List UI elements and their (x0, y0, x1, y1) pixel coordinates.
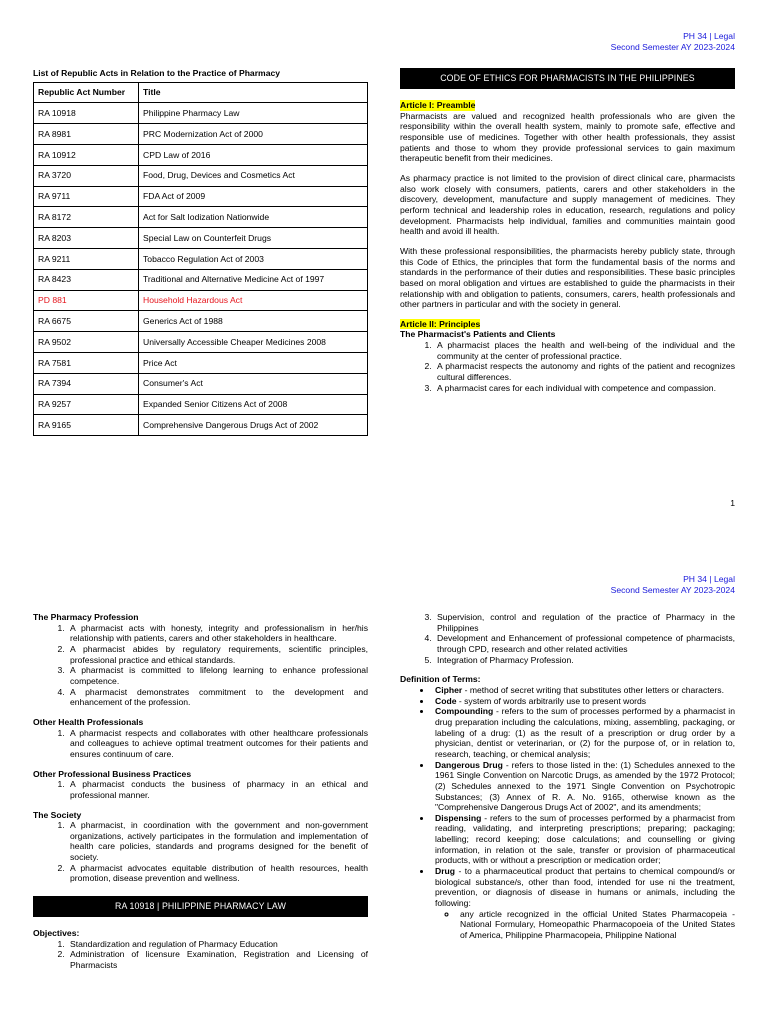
table-row (34, 373, 368, 394)
cell-act-number: RA 9502 (34, 332, 139, 353)
definition-text: - refers to the sum of processes performed by a pharmacist from reading, validating, and interpreting prescriptions; preparing; packaging; labelling; record keeping; dose calculations; and counselling or giving information, in relation ot the sale, transfer or provision of pharmaceutical products, with or without a prescription or medication order; (435, 812, 735, 866)
list-item: 1. A pharmacist places the health and well-being of the individual and the community at the center of professional practice. (434, 340, 735, 361)
preamble-paragraph-3: With these professional responsibilities, the pharmacists hereby publicly state, through this Code of Ethics, the principles that form the fundamental basis of the norms and standards in the performance of their duties and responsibilities. These basic principles based on moral obligation and virtues are established to guide the pharmacists in their relationship with and obligation to patients, consumers, carers, health professionals and other partners in particular and with the society in general. (400, 245, 735, 310)
business-list (67, 779, 368, 800)
definition-term: Compounding (435, 706, 494, 717)
objectives-heading: Objectives: (33, 928, 80, 939)
cell-act-number: RA 7581 (34, 353, 139, 374)
cell-act-title: Generics Act of 1988 (139, 311, 368, 332)
list-item: 1. A pharmacist, in coordination with the government and non-government organizations, actively participates in the formulation and implementation of health care policies, standards and programs designed for the benefit of society. (67, 820, 368, 863)
cell-act-number: RA 10912 (34, 145, 139, 166)
cell-act-number: RA 9257 (34, 394, 139, 415)
business-heading: Other Professional Business Practices (33, 768, 192, 779)
cell-act-title: Traditional and Alternative Medicine Act of 1997 (139, 269, 368, 290)
definition-term: Drug (435, 866, 456, 877)
cell-act-number: RA 9165 (34, 415, 139, 436)
society-heading: The Society (33, 809, 82, 820)
table-header-row (34, 82, 368, 103)
table-row (34, 165, 368, 186)
table-row (34, 269, 368, 290)
drug-sublist (457, 909, 735, 941)
list-item: 3. A pharmacist is committed to lifelong learning to enhance professional competence. (67, 665, 368, 686)
list-item: 1. A pharmacist conducts the business of pharmacy in an ethical and professional manner. (67, 779, 368, 800)
table-row (34, 353, 368, 374)
definition-item (432, 685, 735, 696)
cell-act-number: RA 8203 (34, 228, 139, 249)
cell-act-title: Universally Accessible Cheaper Medicines 2008 (139, 332, 368, 353)
page-2 (0, 568, 768, 1024)
list-item: 4. A pharmacist demonstrates commitment to the development and enhancement of the profession. (67, 687, 368, 708)
course-label: PH 34 | Legal (683, 31, 735, 41)
table-title: List of Republic Acts in Relation to the Practice of Pharmacy (33, 68, 281, 78)
table-row (34, 124, 368, 145)
profession-list (67, 623, 368, 708)
cell-act-title: Philippine Pharmacy Law (139, 103, 368, 124)
objectives-list-continued (434, 612, 735, 665)
other-health-heading: Other Health Professionals (33, 716, 144, 727)
page-header (611, 31, 735, 53)
table-row (34, 145, 368, 166)
list-item: 2. Administration of licensure Examination, Registration and Licensing of Pharmacists (67, 949, 368, 970)
page-number: 1 (730, 498, 735, 508)
definitions-heading: Definition of Terms: (400, 674, 481, 685)
list-item: 1. A pharmacist acts with honesty, integrity and professionalism in her/his relationship with patients, carers and other stakeholders in healthcare. (67, 623, 368, 644)
cell-act-number: RA 3720 (34, 165, 139, 186)
ra10918-banner: RA 10918 | PHILIPPINE PHARMACY LAW (33, 896, 368, 917)
preamble-paragraph-2: As pharmacy practice is not limited to the provision of direct clinical care, pharmacists also work closely with consumers, patients, carers and other stakeholders in the discovery, development, manufacture and supply management of medicines. They perform technical and leadership roles in education, research, regulations and policy development. Pharmacists help individual, families and communities maintain good health and avoid ill health. (400, 172, 735, 237)
cell-act-title: Household Hazardous Act (139, 290, 368, 311)
table-row (34, 207, 368, 228)
definition-item (432, 706, 735, 759)
definition-term: Code (435, 695, 457, 706)
pharmacy-law-continued (400, 612, 735, 941)
profession-heading: The Pharmacy Profession (33, 612, 139, 622)
cell-act-title: Act for Salt Iodization Nationwide (139, 207, 368, 228)
cell-act-number: RA 8172 (34, 207, 139, 228)
cell-act-number: PD 881 (34, 290, 139, 311)
list-item: 2. A pharmacist abides by regulatory requirements, scientific principles, professional practice and ethical standards. (67, 644, 368, 665)
article-1-heading: Article I: Preamble (400, 100, 476, 110)
list-item: 4. Development and Enhancement of professional competence of pharmacists, through CPD, research and other related activities (434, 633, 735, 654)
preamble-paragraph-1: Pharmacists are valued and recognized health professionals who are given the responsibility within the overall health system, mainly to promote safe, effective and responsible use of medicines. Together with other health professionals, they assist patients and those to whom they provide professional services to gain maximum therapeutic benefit from their medicines. (400, 110, 735, 164)
cell-act-number: RA 7394 (34, 373, 139, 394)
list-item: 1. Standardization and regulation of Pharmacy Education (67, 939, 368, 950)
cell-act-number: RA 8423 (34, 269, 139, 290)
other-health-list (67, 728, 368, 760)
semester-label: Second Semester AY 2023-2024 (610, 42, 735, 53)
column-header-title: Title (139, 82, 368, 103)
definition-text: - to a pharmaceutical product that pertains to chemical compound/s or biological substance/s, other than food, intended for use ni the treatment, prevention, or diagnosis of disease in humans or animals, including the following: (435, 866, 735, 909)
definition-term: Dangerous Drug (435, 759, 503, 770)
cell-act-title: PRC Modernization Act of 2000 (139, 124, 368, 145)
patients-heading: The Pharmacist's Patients and Clients (400, 329, 556, 340)
republic-acts-table (33, 82, 368, 437)
objectives-list (67, 939, 368, 971)
table-row (34, 290, 368, 311)
table-row (34, 103, 368, 124)
cell-act-title: Tobacco Regulation Act of 2003 (139, 249, 368, 270)
table-body (34, 103, 368, 436)
cell-act-title: Consumer's Act (139, 373, 368, 394)
cell-act-number: RA 9211 (34, 249, 139, 270)
table-row (34, 394, 368, 415)
definition-item (432, 760, 735, 813)
definition-item (432, 813, 735, 866)
definition-item (432, 696, 735, 707)
cell-act-title: FDA Act of 2009 (139, 186, 368, 207)
course-label: PH 34 | Legal (683, 574, 735, 584)
cell-act-title: Comprehensive Dangerous Drugs Act of 2002 (139, 415, 368, 436)
cell-act-number: RA 9711 (34, 186, 139, 207)
cell-act-title: CPD Law of 2016 (139, 145, 368, 166)
drug-sub-item: ◦ any article recognized in the official United States Pharmacopeia - National Formulary, Homeopathic Pharmacopoeia of the United States of America, Philippine Pharmacopeia, Philippine National (457, 909, 735, 941)
cell-act-number: RA 10918 (34, 103, 139, 124)
list-item: 2. A pharmacist advocates equitable distribution of health resources, health promotion, disease prevention and wellness. (67, 863, 368, 884)
table-row (34, 228, 368, 249)
definition-item (432, 866, 735, 941)
definitions-list (432, 685, 735, 941)
column-header-act: Republic Act Number (34, 82, 139, 103)
definition-term: Dispensing (435, 812, 482, 823)
table-row (34, 249, 368, 270)
list-item: 5. Integration of Pharmacy Profession. (434, 655, 735, 666)
article-2-heading: Article II: Principles (400, 318, 481, 329)
republic-acts-section (33, 68, 368, 436)
cell-act-number: RA 8981 (34, 124, 139, 145)
definition-text: - system of words arbitrarily use to present words (456, 695, 647, 706)
definition-text: - refers to the sum of processes performed by a pharmacist in drug preparation including the calculations, mixing, assembling, packaging, or labeling of a drug: (1) as the result of a prescription or drug order by a physician, dentist or veterinarian, or (2) for the purpose of, or in relation to, research, teaching, or chemical analysis; (435, 706, 735, 759)
cell-act-title: Expanded Senior Citizens Act of 2008 (139, 394, 368, 415)
list-item: 3. A pharmacist cares for each individual with competence and compassion. (434, 383, 735, 394)
cell-act-title: Price Act (139, 353, 368, 374)
semester-label: Second Semester AY 2023-2024 (610, 585, 735, 596)
code-of-ethics-banner: CODE OF ETHICS FOR PHARMACISTS IN THE PHILIPPINES (400, 68, 735, 89)
cell-act-title: Food, Drug, Devices and Cosmetics Act (139, 165, 368, 186)
list-item: 1. A pharmacist respects and collaborates with other healthcare professionals and colleagues to achieve optimal treatment outcomes for their patients and ensures continuum of care. (67, 728, 368, 760)
table-row (34, 311, 368, 332)
patients-list (434, 340, 735, 393)
page-header (611, 574, 735, 596)
definition-text: - refers to those listed in the: (1) Schedules annexed to the 1961 Single Convention on Narcotic Drugs, as amended by the 1972 Protocol; (2) Schedules annexed to the 1971 Single Convention on Psychotropic Substances; (3) Annex of R. A. No. 9165, otherwise known as the "Comprehensive Dangerous Drugs Act of 2002", and its amendments; (435, 759, 736, 813)
society-list (67, 820, 368, 884)
definition-term: Cipher (435, 684, 463, 695)
code-of-ethics-section (400, 68, 735, 393)
cell-act-title: Special Law on Counterfeit Drugs (139, 228, 368, 249)
table-row (34, 332, 368, 353)
definition-text: - method of secret writing that substitutes other letters or characters. (462, 684, 724, 695)
list-item: 3. Supervision, control and regulation of the practice of Pharmacy in the Philippines (434, 612, 735, 633)
table-row (34, 415, 368, 436)
cell-act-number: RA 6675 (34, 311, 139, 332)
principles-continued (33, 612, 368, 971)
list-item: 2. A pharmacist respects the autonomy and rights of the patient and recognizes cultural differences. (434, 361, 735, 382)
table-row (34, 186, 368, 207)
